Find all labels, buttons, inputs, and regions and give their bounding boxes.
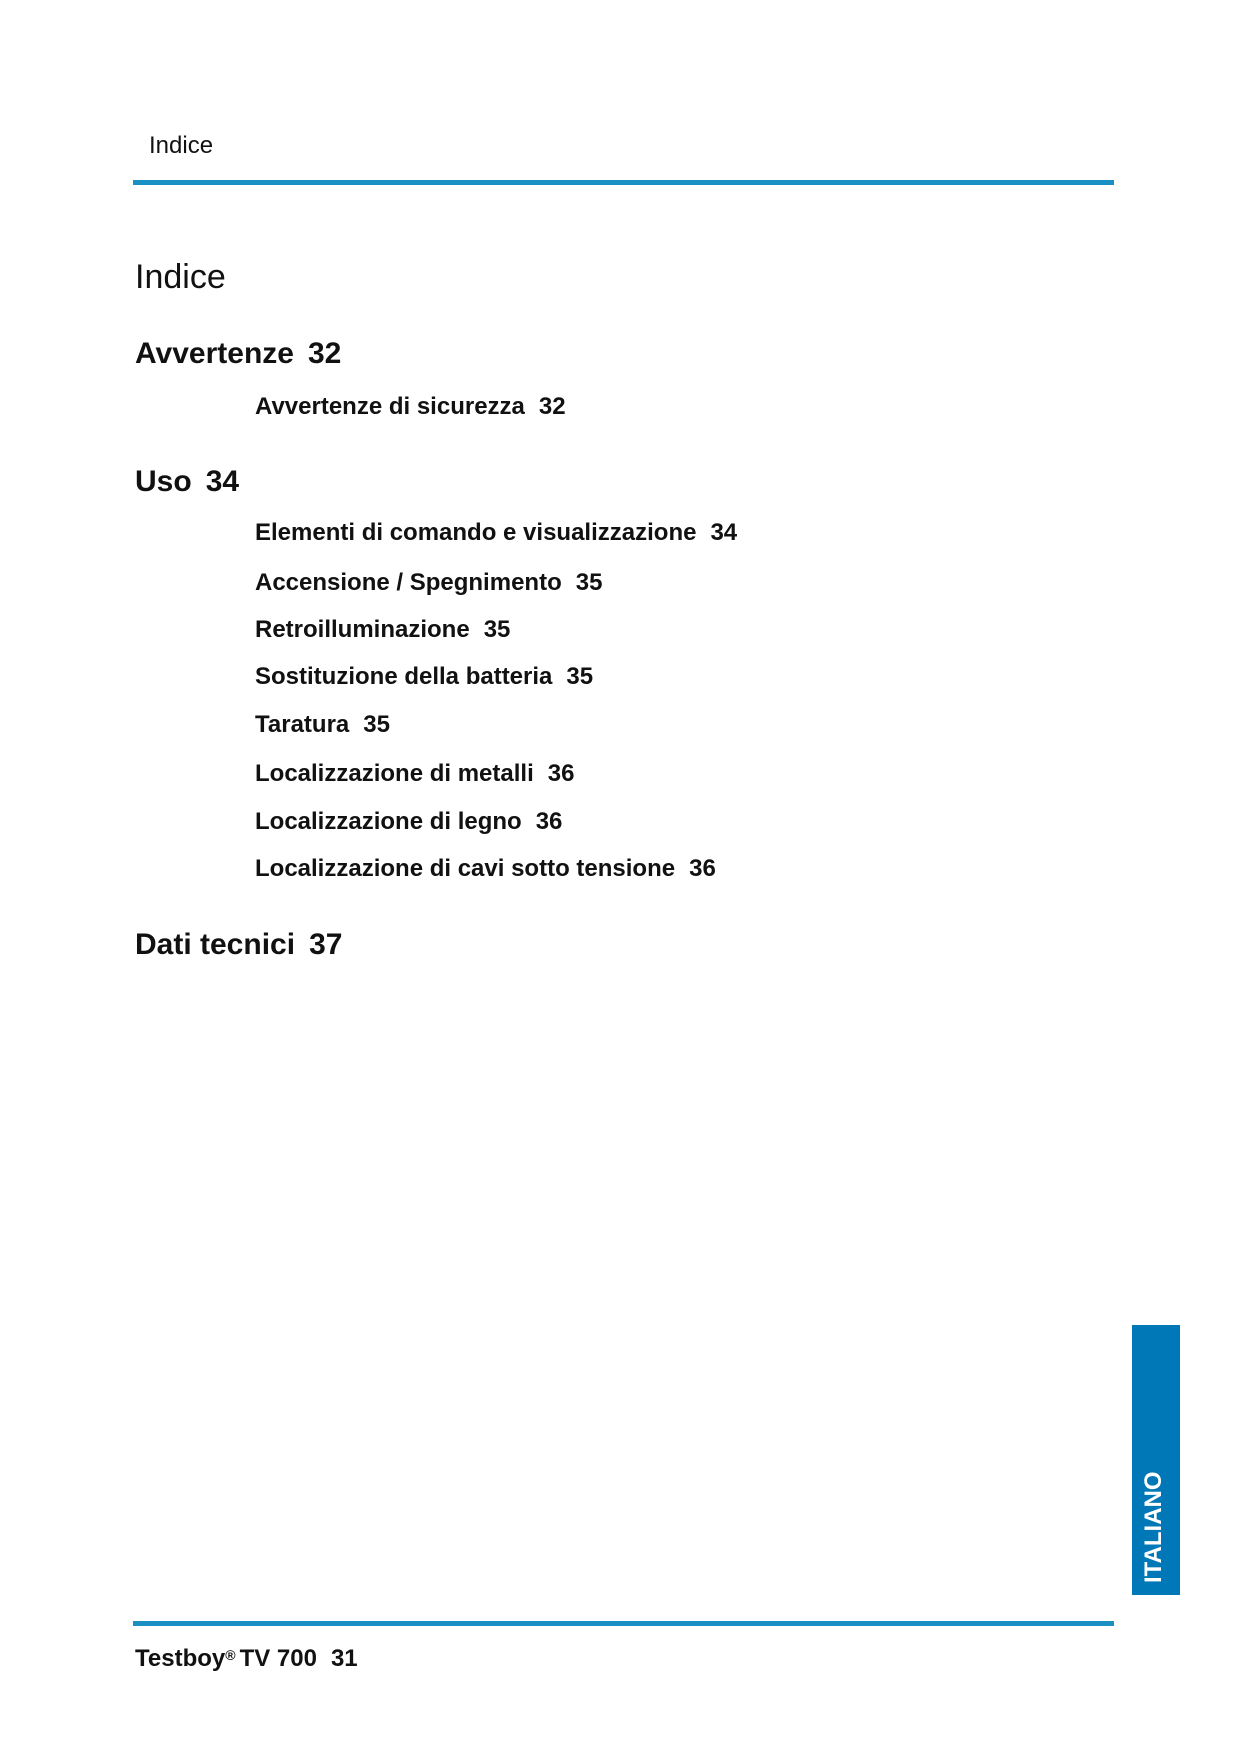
language-tab-label: ITALIANO — [1140, 1471, 1167, 1583]
toc-item-page: 32 — [538, 393, 566, 420]
language-tab[interactable] — [1132, 1325, 1180, 1595]
footer-model: TV 700 — [239, 1645, 317, 1672]
toc-item-page: 35 — [483, 616, 511, 643]
footer-brand: Testboy — [135, 1645, 226, 1672]
toc-item-page: 35 — [363, 711, 390, 738]
running-head: Indice — [149, 132, 214, 159]
toc-item-retroilluminazione[interactable] — [255, 616, 510, 644]
toc-section-page: 34 — [205, 465, 240, 498]
toc-item-title: Sostituzione della batteria — [255, 663, 553, 690]
toc-item-title: Elementi di comando e visualizzazione — [255, 519, 697, 546]
toc-item-page: 36 — [547, 760, 575, 787]
toc-item-taratura[interactable] — [255, 711, 390, 739]
toc-item-accensione[interactable] — [255, 569, 602, 597]
toc-item-title: Avvertenze di sicurezza — [255, 393, 525, 420]
toc-item-legno[interactable] — [255, 808, 562, 836]
toc-section-page: 37 — [309, 928, 343, 961]
toc-item-sostituzione[interactable] — [255, 663, 593, 691]
toc-item-title: Localizzazione di cavi sotto tensione — [255, 855, 676, 882]
toc-section-title: Dati tecnici — [135, 928, 296, 961]
toc-section-dati-tecnici[interactable] — [135, 928, 342, 962]
toc-item-elementi[interactable] — [255, 519, 737, 547]
toc-section-page: 32 — [307, 337, 342, 370]
toc-item-page: 34 — [710, 519, 738, 546]
header-rule — [133, 180, 1114, 185]
toc-item-title: Taratura — [255, 711, 350, 738]
toc-item-metalli[interactable] — [255, 760, 574, 788]
toc-section-title: Uso — [135, 465, 192, 498]
toc-item-avvertenze-sicurezza[interactable] — [255, 393, 566, 421]
toc-item-page: 36 — [689, 855, 716, 882]
page-title: Indice — [135, 258, 226, 296]
footer — [135, 1645, 358, 1673]
registered-mark: ® — [225, 1647, 236, 1663]
toc-item-title: Localizzazione di legno — [255, 808, 522, 835]
toc-item-cavi[interactable] — [255, 855, 716, 883]
toc-item-page: 35 — [575, 569, 603, 596]
toc-section-title: Avvertenze — [135, 337, 294, 370]
toc-item-title: Localizzazione di metalli — [255, 760, 534, 787]
footer-rule — [133, 1621, 1114, 1626]
toc-item-page: 35 — [566, 663, 594, 690]
toc-item-page: 36 — [535, 808, 563, 835]
toc-section-uso[interactable] — [135, 465, 239, 499]
toc-item-title: Accensione / Spegnimento — [255, 569, 562, 596]
toc-section-avvertenze[interactable] — [135, 337, 341, 371]
toc-item-title: Retroilluminazione — [255, 616, 470, 643]
footer-page-number: 31 — [330, 1645, 358, 1672]
